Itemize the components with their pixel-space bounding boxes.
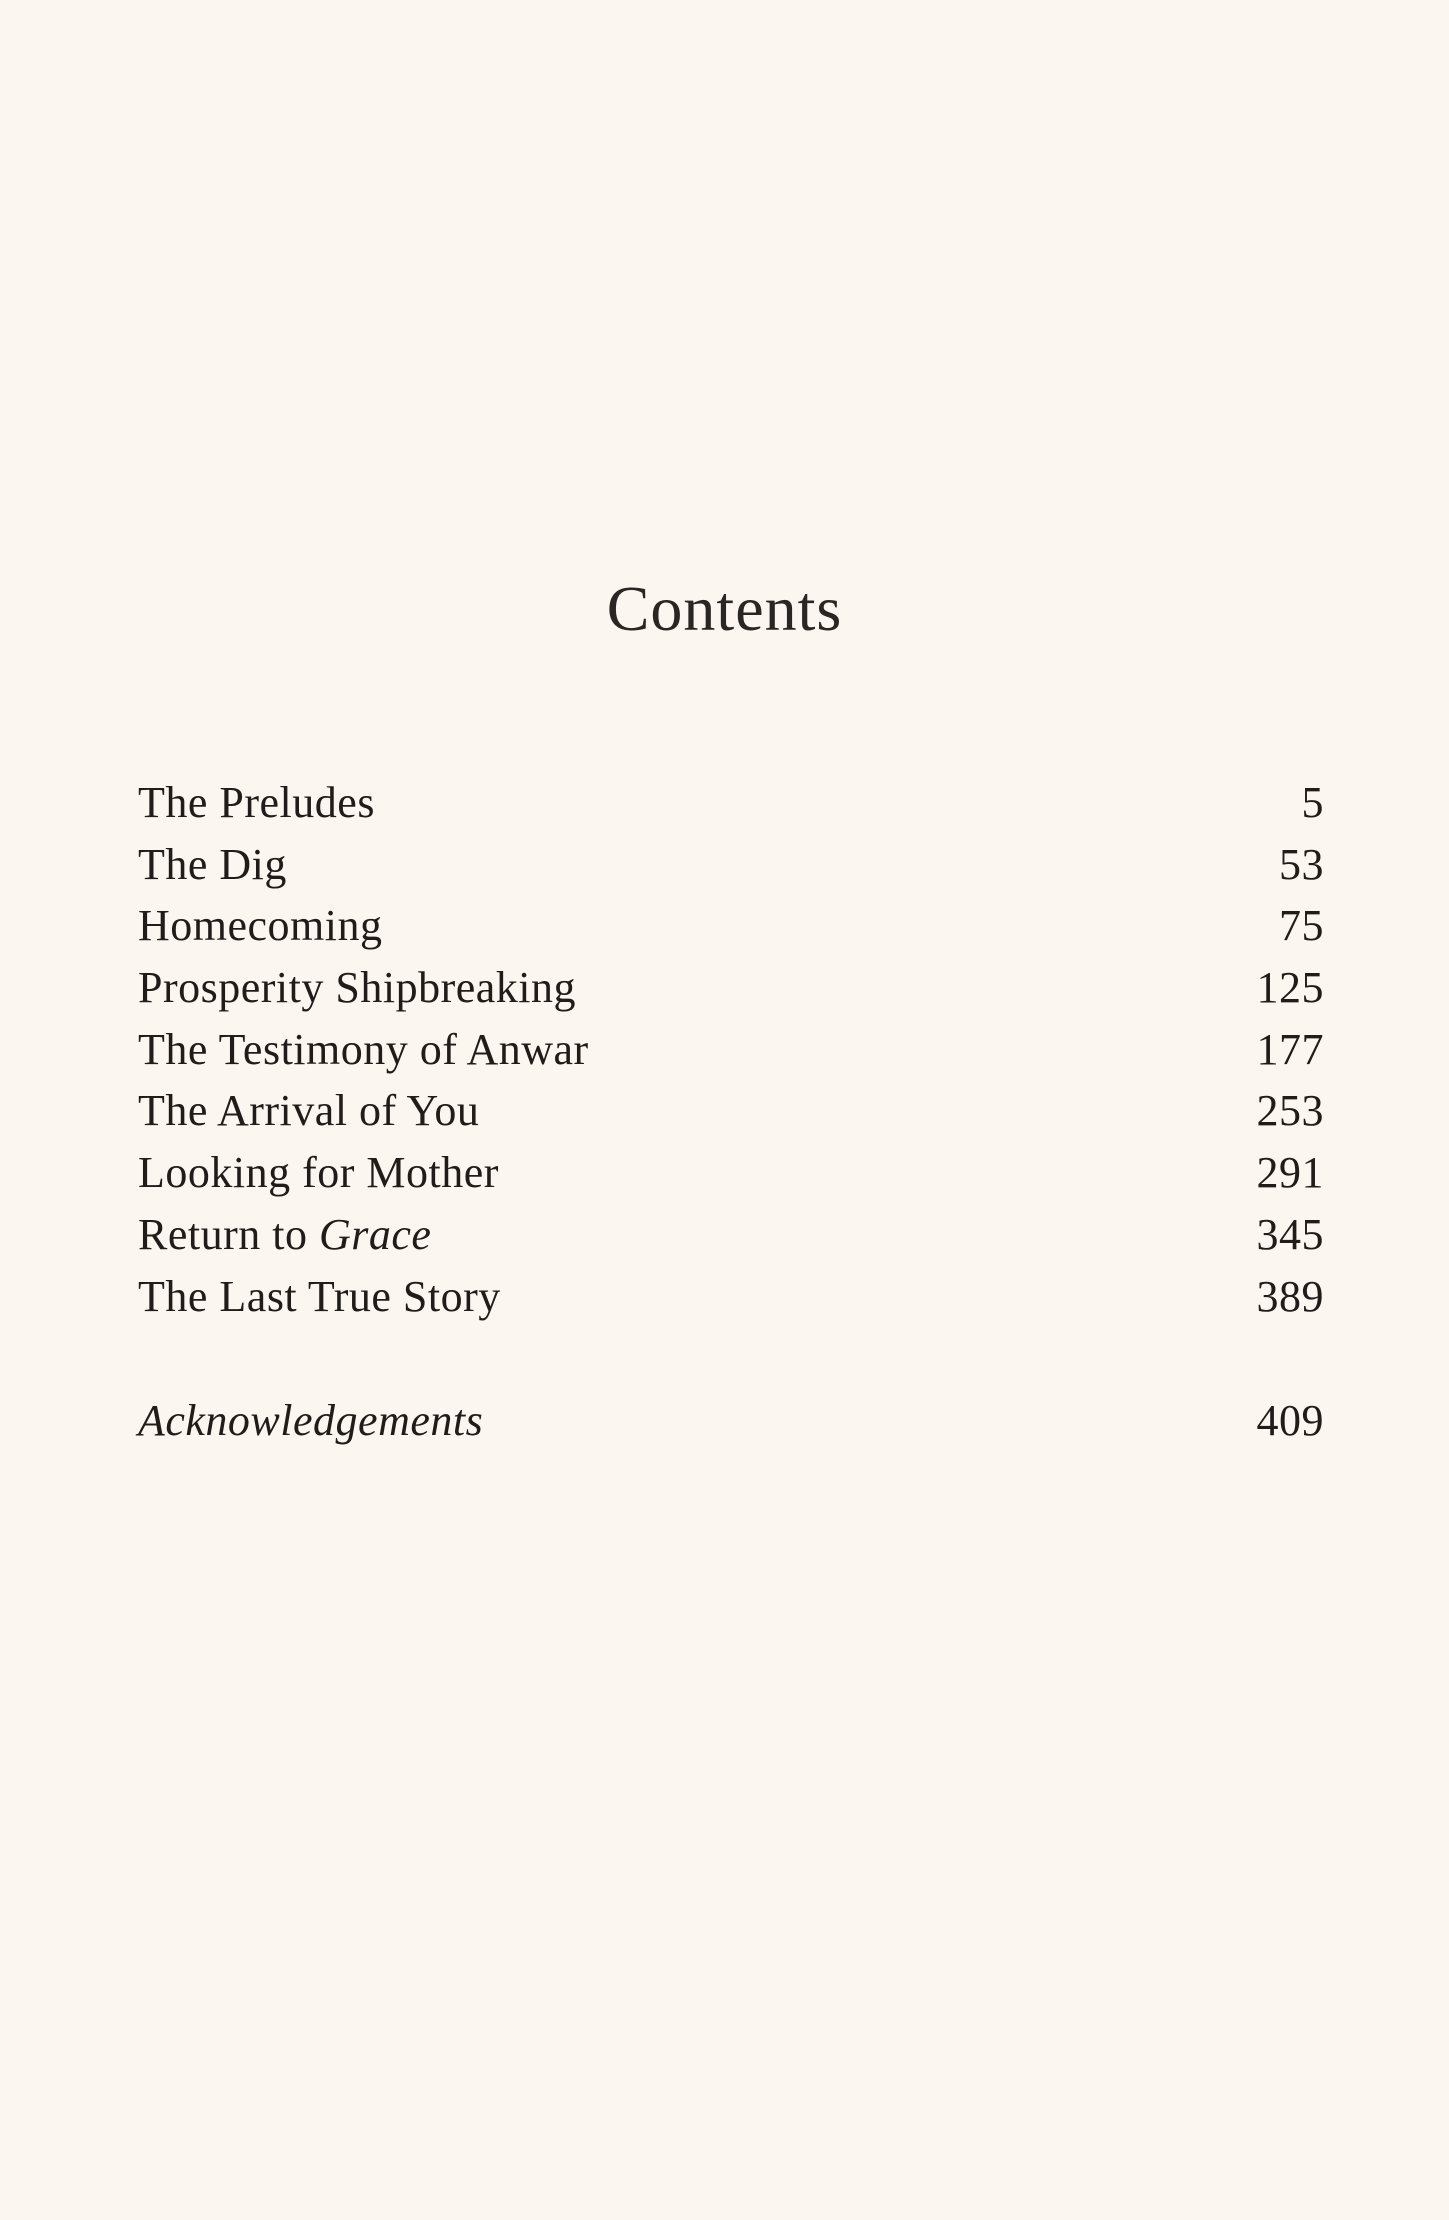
toc-entry-title-italic: Grace [318,1209,432,1259]
acknowledgements-page: 409 [1256,1396,1324,1445]
toc-entry-title-prefix: Return to [138,1209,319,1259]
toc-entry-page: 53 [1279,839,1324,889]
toc-entry-title [138,1204,431,1266]
toc-entry [138,1142,1324,1204]
toc-entry [138,895,1324,957]
toc-entry [138,834,1324,896]
acknowledgements-title: Acknowledgements [138,1396,484,1445]
toc-entry [138,1080,1324,1142]
toc-entry-page: 345 [1256,1209,1324,1259]
acknowledgements-section [138,1390,1324,1452]
toc-entry [138,1204,1324,1266]
toc-entry [138,957,1324,1019]
toc-entry-title: Homecoming [138,901,383,951]
toc-entry [138,772,1324,834]
toc-entry-page: 389 [1256,1271,1324,1321]
toc-entry-title: The Last True Story [138,1271,501,1321]
toc-entry-page: 5 [1301,778,1324,827]
toc-entry-page: 253 [1256,1086,1324,1136]
toc-entry-page: 177 [1256,1024,1324,1074]
toc-entry-title: The Testimony of Anwar [138,1024,589,1074]
toc-entry-title: The Preludes [138,778,375,827]
page-title: Contents [606,573,843,644]
toc-entry-title: The Arrival of You [138,1086,480,1136]
toc-entry-acknowledgements [138,1390,1324,1452]
toc-entry-page: 291 [1256,1148,1324,1198]
toc-entry-page: 75 [1279,901,1324,951]
toc-entry-title: The Dig [138,839,287,889]
table-of-contents [138,772,1324,1327]
toc-entry-title: Looking for Mother [138,1148,499,1198]
toc-entry [138,1266,1324,1328]
toc-entry [138,1019,1324,1081]
toc-entry-title: Prosperity Shipbreaking [138,963,577,1013]
toc-entry-page: 125 [1256,963,1324,1013]
